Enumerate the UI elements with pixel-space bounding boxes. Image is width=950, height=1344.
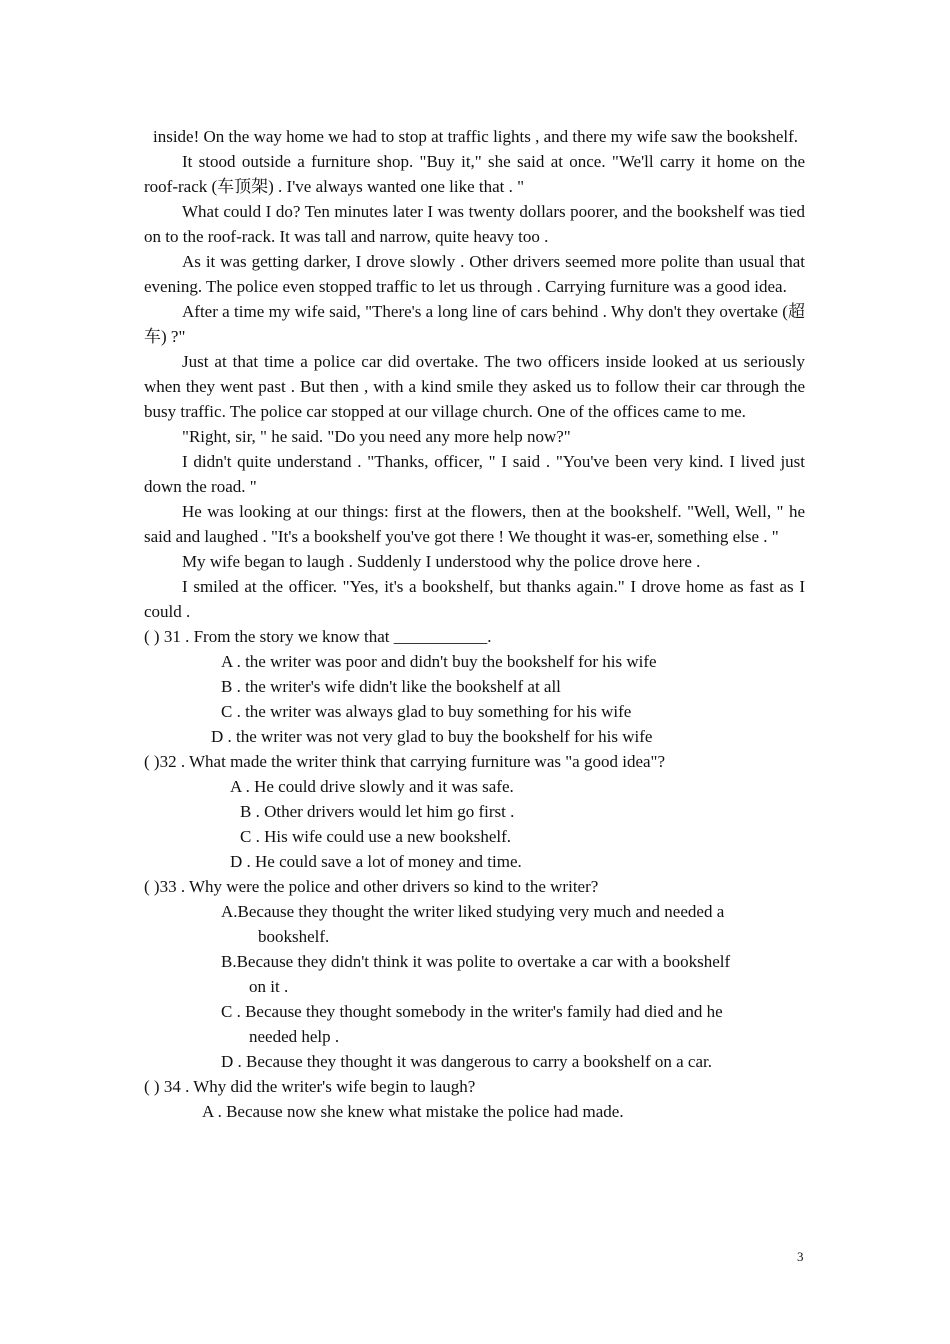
paragraph: I smiled at the officer. "Yes, it's a bookshelf, but thanks again." I drove home as fast as I could . xyxy=(144,577,805,621)
question-33-option-a xyxy=(144,899,805,949)
paragraph: It stood outside a furniture shop. "Buy it," she said at once. "We'll carry it home on the roof-rack (车顶架) . I've always wanted one like that . " xyxy=(144,152,805,196)
paragraph: Just at that time a police car did overtake. The two officers inside looked at us seriously when they went past . But then , with a kind smile they asked us to follow their car through the busy traffic. The police car stopped at our village church. One of the offices came to me. xyxy=(144,352,805,421)
option-continuation: bookshelf. xyxy=(258,927,330,946)
question-31-stem: ( ) 31 . From the story we know that ___________. xyxy=(144,627,492,646)
page-body xyxy=(144,124,805,1124)
paragraph: What could I do? Ten minutes later I was twenty dollars poorer, and the bookshelf was tied on to the roof-rack. It was tall and narrow, quite heavy too . xyxy=(144,202,805,246)
paragraph: inside! On the way home we had to stop at traffic lights , and there my wife saw the bookshelf. xyxy=(153,127,799,146)
paragraph: After a time my wife said, "There's a long line of cars behind . Why don't they overtake (超车) ?" xyxy=(144,302,805,346)
option-line: B.Because they didn't think it was polite to overtake a car with a bookshelf xyxy=(221,952,731,971)
question-33-option-c xyxy=(144,999,805,1049)
paragraph: I didn't quite understand . "Thanks, officer, " I said . "You've been very kind. I lived just down the road. " xyxy=(144,452,805,496)
page-number: 3 xyxy=(797,1249,804,1264)
question-33-option-d: D . Because they thought it was dangerous to carry a bookshelf on a car. xyxy=(221,1052,712,1071)
question-32-option-a: A . He could drive slowly and it was safe. xyxy=(230,777,514,796)
question-33-stem: ( )33 . Why were the police and other drivers so kind to the writer? xyxy=(144,877,599,896)
question-33-option-b xyxy=(144,949,805,999)
question-31-option-a: A . the writer was poor and didn't buy the bookshelf for his wife xyxy=(221,652,657,671)
question-32-option-b: B . Other drivers would let him go first . xyxy=(240,802,515,821)
question-34-option-a: A . Because now she knew what mistake the police had made. xyxy=(202,1102,624,1121)
option-line: C . Because they thought somebody in the writer's family had died and he xyxy=(221,1002,723,1021)
option-continuation: on it . xyxy=(249,977,289,996)
question-32-stem: ( )32 . What made the writer think that carrying furniture was "a good idea"? xyxy=(144,752,666,771)
paragraph: My wife began to laugh . Suddenly I understood why the police drove here . xyxy=(182,552,701,571)
question-31-option-c: C . the writer was always glad to buy something for his wife xyxy=(221,702,632,721)
paragraph: He was looking at our things: first at the flowers, then at the bookshelf. "Well, Well, " he said and laughed . "It's a bookshelf you've got there ! We thought it was-er, something else . " xyxy=(144,502,805,546)
paragraph: "Right, sir, " he said. "Do you need any more help now?" xyxy=(182,427,571,446)
question-31-option-b: B . the writer's wife didn't like the bookshelf at all xyxy=(221,677,561,696)
question-32-option-d: D . He could save a lot of money and time. xyxy=(230,852,522,871)
question-34-stem: ( ) 34 . Why did the writer's wife begin to laugh? xyxy=(144,1077,476,1096)
option-line: A.Because they thought the writer liked studying very much and needed a xyxy=(221,902,725,921)
option-continuation: needed help . xyxy=(249,1027,340,1046)
paragraph: As it was getting darker, I drove slowly . Other drivers seemed more polite than usual that evening. The police even stopped traffic to let us through . Carrying furniture was a good idea. xyxy=(144,252,805,296)
question-31-option-d: D . the writer was not very glad to buy the bookshelf for his wife xyxy=(211,727,653,746)
question-32-option-c: C . His wife could use a new bookshelf. xyxy=(240,827,512,846)
